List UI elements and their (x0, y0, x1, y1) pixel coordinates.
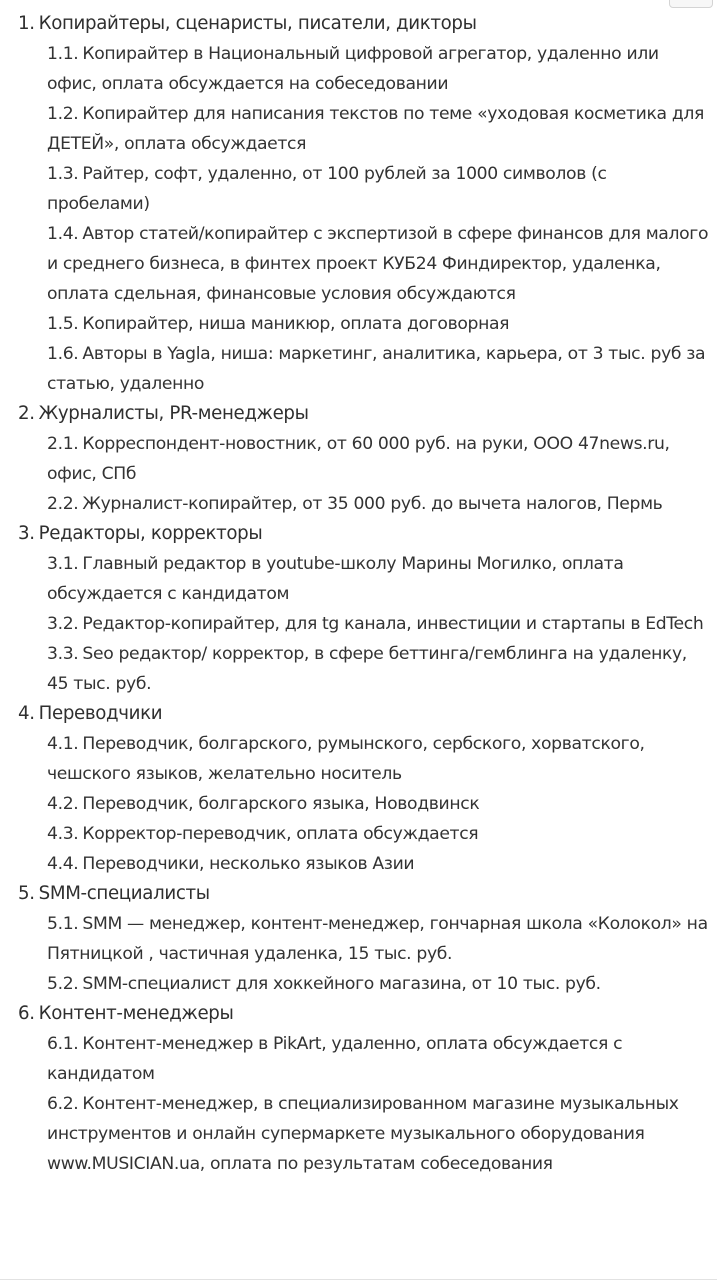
toc-sublist (0, 909, 717, 999)
toc-item-link[interactable]: 6.2. Контент-менеджер, в специализированном магазине музыкальных инструментов и онлайн супермаркете музыкального оборудования www.MUSICIAN.ua, оплата по результатам собеседования (47, 1094, 679, 1174)
toc-item-link[interactable]: 3.2. Редактор-копирайтер, для tg канала, инвестиции и стартапы в EdTech (47, 614, 704, 634)
toc-item-link[interactable]: 1.1. Копирайтер в Национальный цифровой агрегатор, удаленно или офис, оплата обсуждается на собеседовании (47, 44, 659, 94)
toc-item-link[interactable]: 1.5. Копирайтер, ниша маникюр, оплата договорная (47, 314, 510, 334)
toc-section-link[interactable]: 2. Журналисты, PR-менеджеры (18, 403, 309, 424)
toc-section (0, 699, 717, 879)
toc-section (0, 999, 717, 1179)
toc-list (0, 9, 717, 1179)
toc-sublist (0, 39, 717, 399)
toc-item-link[interactable]: 5.1. SMM — менеджер, контент-менеджер, гончарная школа «Колокол» на Пятницкой , частичная удаленка, 15 тыс. руб. (47, 914, 708, 964)
toc-section-link[interactable]: 5. SMM-специалисты (18, 883, 210, 904)
toc-item-link[interactable]: 3.1. Главный редактор в youtube-школу Марины Могилко, оплата обсуждается с кандидатом (47, 554, 624, 604)
toc-sublist (0, 429, 717, 519)
toc-item-link[interactable]: 4.4. Переводчики, несколько языков Азии (47, 854, 415, 874)
toc-item-link[interactable]: 5.2. SMM-специалист для хоккейного магазина, от 10 тыс. руб. (47, 974, 601, 994)
toc-section (0, 879, 717, 999)
toc-item-link[interactable]: 1.3. Райтер, софт, удаленно, от 100 рублей за 1000 символов (с пробелами) (47, 164, 607, 214)
toc-item-link[interactable]: 6.1. Контент-менеджер в PikArt, удаленно, оплата обсуждается с кандидатом (47, 1034, 623, 1084)
toc-section (0, 399, 717, 519)
toc-item-link[interactable]: 4.3. Корректор-переводчик, оплата обсуждается (47, 824, 479, 844)
toc-item-link[interactable]: 1.4. Автор статей/копирайтер с экспертизой в сфере финансов для малого и среднего бизнеса, в финтех проект КУБ24 Финдиректор, удаленка, оплата сдельная, финансовые условия обсуждаются (47, 224, 709, 304)
toc-item-link[interactable]: 2.2. Журналист-копирайтер, от 35 000 руб. до вычета налогов, Пермь (47, 494, 663, 514)
toc-toggle-button[interactable] (669, 0, 713, 8)
toc-item-link[interactable]: 1.6. Авторы в Yagla, ниша: маркетинг, аналитика, карьера, от 3 тыс. руб за статью, удаленно (47, 344, 706, 394)
toc-item-link[interactable]: 4.2. Переводчик, болгарского языка, Новодвинск (47, 794, 480, 814)
toc-section (0, 9, 717, 399)
toc-section-link[interactable]: 1. Копирайтеры, сценаристы, писатели, дикторы (18, 13, 477, 34)
toc-item-link[interactable]: 1.2. Копирайтер для написания текстов по теме «уходовая косметика для ДЕТЕЙ», оплата обсуждается (47, 104, 704, 154)
toc-section-link[interactable]: 6. Контент-менеджеры (18, 1003, 234, 1024)
toc-sublist (0, 549, 717, 699)
toc-sublist (0, 1029, 717, 1179)
toc-section-link[interactable]: 3. Редакторы, корректоры (18, 523, 263, 544)
toc-sublist (0, 729, 717, 879)
toc-section-link[interactable]: 4. Переводчики (18, 703, 163, 724)
toc-item-link[interactable]: 2.1. Корреспондент-новостник, от 60 000 руб. на руки, ООО 47news.ru, офис, СПб (47, 434, 670, 484)
toc-section (0, 519, 717, 699)
toc-item-link[interactable]: 4.1. Переводчик, болгарского, румынского, сербского, хорватского, чешского языков, желательно носитель (47, 734, 645, 784)
toc-item-link[interactable]: 3.3. Seo редактор/ корректор, в сфере беттинга/гемблинга на удаленку, 45 тыс. руб. (47, 644, 687, 694)
